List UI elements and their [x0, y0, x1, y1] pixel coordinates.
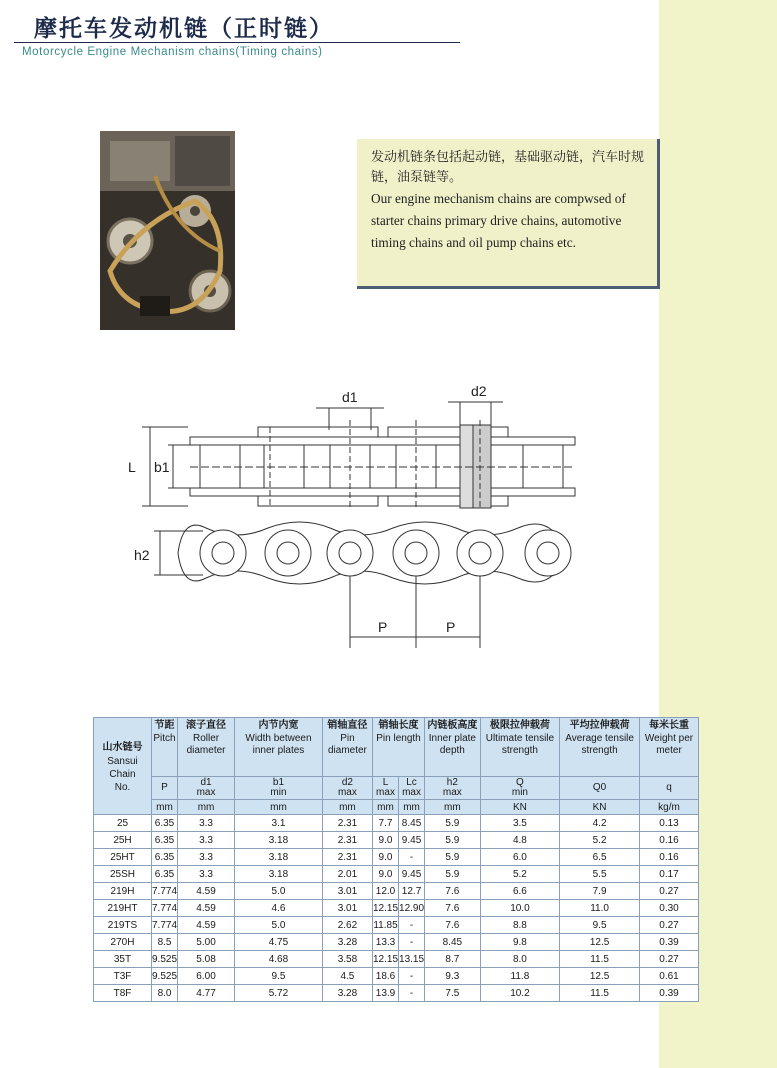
- table-cell: 6.5: [560, 849, 640, 866]
- table-cell: 13.15: [399, 951, 425, 968]
- table-cell: 5.2: [480, 866, 559, 883]
- table-cell: 10.0: [480, 900, 559, 917]
- unit-L: mm: [372, 800, 398, 815]
- label-b1: b1: [154, 459, 170, 475]
- table-cell: 6.35: [152, 866, 178, 883]
- table-cell: 6.6: [480, 883, 559, 900]
- table-cell: 11.85: [372, 917, 398, 934]
- table-row: [94, 917, 699, 934]
- table-cell: 7.7: [372, 815, 398, 832]
- unit-pitch: mm: [152, 800, 178, 815]
- unit-Lc: mm: [399, 800, 425, 815]
- label-L: L: [128, 459, 136, 475]
- table-cell: 7.774: [152, 883, 178, 900]
- cell-chain-no: T8F: [94, 985, 152, 1002]
- cell-chain-no: 25SH: [94, 866, 152, 883]
- table-header-units: [94, 800, 699, 815]
- table-cell: -: [399, 917, 425, 934]
- unit-d1: mm: [178, 800, 235, 815]
- table-cell: 9.45: [399, 866, 425, 883]
- table-cell: 9.45: [399, 832, 425, 849]
- cell-chain-no: T3F: [94, 968, 152, 985]
- table-cell: 2.31: [322, 849, 372, 866]
- table-cell: -: [399, 968, 425, 985]
- table-cell: 4.8: [480, 832, 559, 849]
- table-body: [94, 815, 699, 1002]
- cell-chain-no: 25H: [94, 832, 152, 849]
- cell-chain-no: 25: [94, 815, 152, 832]
- table-cell: 3.18: [235, 866, 323, 883]
- title-underline: [14, 42, 460, 43]
- sym-h2: h2 max: [425, 777, 481, 800]
- label-pitch-2: P: [446, 619, 456, 635]
- table-cell: 7.774: [152, 900, 178, 917]
- label-d1: d1: [342, 389, 358, 405]
- col-weight: 每米长重 Weight per meter: [640, 718, 699, 777]
- col-plate-depth: 内链板高度 Inner plate depth: [425, 718, 481, 777]
- table-cell: 4.5: [322, 968, 372, 985]
- table-cell: 5.72: [235, 985, 323, 1002]
- col-pin-length: 销轴长度 Pin length: [372, 718, 424, 777]
- col-ultimate-strength: 极限拉伸载荷 Ultimate tensile strength: [480, 718, 559, 777]
- table-header-names: [94, 718, 699, 777]
- col-average-strength: 平均拉伸载荷 Average tensile strength: [560, 718, 640, 777]
- table-cell: 13.3: [372, 934, 398, 951]
- table-cell: 3.18: [235, 849, 323, 866]
- cell-chain-no: 219H: [94, 883, 152, 900]
- table-cell: 0.17: [640, 866, 699, 883]
- table-cell: 9.0: [372, 849, 398, 866]
- table-cell: 3.3: [178, 815, 235, 832]
- chain-top-view: [142, 402, 575, 510]
- unit-b1: mm: [235, 800, 323, 815]
- table-cell: -: [399, 934, 425, 951]
- table-cell: -: [399, 985, 425, 1002]
- unit-h2: mm: [425, 800, 481, 815]
- table-cell: 0.30: [640, 900, 699, 917]
- table-cell: 9.525: [152, 951, 178, 968]
- table-cell: 3.18: [235, 832, 323, 849]
- table-cell: 0.39: [640, 934, 699, 951]
- table-cell: 6.0: [480, 849, 559, 866]
- table-cell: 9.5: [235, 968, 323, 985]
- table-cell: 2.01: [322, 866, 372, 883]
- table-cell: 9.0: [372, 866, 398, 883]
- table-row: [94, 815, 699, 832]
- cell-chain-no: 219HT: [94, 900, 152, 917]
- sym-Q: Q min: [480, 777, 559, 800]
- table-cell: 0.61: [640, 968, 699, 985]
- table-cell: 10.2: [480, 985, 559, 1002]
- label-h2: h2: [134, 547, 150, 563]
- table-cell: 7.6: [425, 917, 481, 934]
- table-cell: 0.27: [640, 951, 699, 968]
- intro-box: [357, 139, 660, 289]
- table-cell: 11.0: [560, 900, 640, 917]
- table-cell: 8.45: [399, 815, 425, 832]
- table-cell: 5.9: [425, 866, 481, 883]
- table-row: [94, 849, 699, 866]
- table-cell: -: [399, 849, 425, 866]
- table-cell: 12.15: [372, 900, 398, 917]
- table-cell: 6.00: [178, 968, 235, 985]
- table-cell: 12.7: [399, 883, 425, 900]
- sym-Lc: Lc max: [399, 777, 425, 800]
- table-cell: 7.6: [425, 900, 481, 917]
- table-row: [94, 985, 699, 1002]
- table-cell: 18.6: [372, 968, 398, 985]
- table-cell: 4.59: [178, 883, 235, 900]
- table-cell: 12.15: [372, 951, 398, 968]
- intro-text-cn: 发动机链条包括起动链，基础驱动链，汽车时规链，油泵链等。: [371, 150, 645, 185]
- table-cell: 0.39: [640, 985, 699, 1002]
- cell-chain-no: 270H: [94, 934, 152, 951]
- table-cell: 4.59: [178, 900, 235, 917]
- table-cell: 8.5: [152, 934, 178, 951]
- table-cell: 3.1: [235, 815, 323, 832]
- table-cell: 5.0: [235, 883, 323, 900]
- table-header-symbols: [94, 777, 699, 800]
- table-cell: 4.6: [235, 900, 323, 917]
- table-cell: 3.3: [178, 866, 235, 883]
- table-row: [94, 968, 699, 985]
- table-cell: 3.3: [178, 849, 235, 866]
- table-row: [94, 900, 699, 917]
- unit-q: kg/m: [640, 800, 699, 815]
- table-cell: 9.525: [152, 968, 178, 985]
- table-cell: 12.5: [560, 968, 640, 985]
- table-cell: 0.16: [640, 849, 699, 866]
- sym-d1: d1 max: [178, 777, 235, 800]
- table-cell: 5.08: [178, 951, 235, 968]
- table-cell: 9.8: [480, 934, 559, 951]
- table-cell: 8.7: [425, 951, 481, 968]
- sym-L: L max: [372, 777, 398, 800]
- table-cell: 9.0: [372, 832, 398, 849]
- table-cell: 3.28: [322, 985, 372, 1002]
- table-cell: 8.0: [152, 985, 178, 1002]
- table-cell: 0.16: [640, 832, 699, 849]
- table-cell: 5.5: [560, 866, 640, 883]
- table-cell: 3.58: [322, 951, 372, 968]
- table-cell: 5.9: [425, 849, 481, 866]
- col-pin-diameter: 销轴直径 Pin diameter: [322, 718, 372, 777]
- cell-chain-no: 219TS: [94, 917, 152, 934]
- table-cell: 0.27: [640, 917, 699, 934]
- table-row: [94, 951, 699, 968]
- page-title-en: Motorcycle Engine Mechanism chains(Timing chains): [22, 46, 323, 58]
- col-chain-no: 山水链号 Sansui Chain No.: [94, 718, 152, 815]
- table-cell: 0.27: [640, 883, 699, 900]
- table-cell: 5.00: [178, 934, 235, 951]
- table-cell: 12.90: [399, 900, 425, 917]
- col-roller-diameter: 滚子直径 Roller diameter: [178, 718, 235, 777]
- col-pitch: 节距 Pitch: [152, 718, 178, 777]
- table-row: [94, 934, 699, 951]
- table-cell: 11.5: [560, 951, 640, 968]
- table-cell: 6.35: [152, 832, 178, 849]
- table-cell: 3.01: [322, 883, 372, 900]
- table-cell: 3.28: [322, 934, 372, 951]
- sym-q: q: [640, 777, 699, 800]
- table-cell: 8.8: [480, 917, 559, 934]
- table-cell: 4.68: [235, 951, 323, 968]
- table-row: [94, 866, 699, 883]
- table-cell: 2.31: [322, 832, 372, 849]
- sym-d2: d2 max: [322, 777, 372, 800]
- cell-chain-no: 25HT: [94, 849, 152, 866]
- sym-b1: b1 min: [235, 777, 323, 800]
- table-cell: 8.0: [480, 951, 559, 968]
- table-cell: 7.9: [560, 883, 640, 900]
- sym-pitch: P: [152, 777, 178, 800]
- table-cell: 2.62: [322, 917, 372, 934]
- unit-d2: mm: [322, 800, 372, 815]
- table-cell: 4.77: [178, 985, 235, 1002]
- table-cell: 4.59: [178, 917, 235, 934]
- table-cell: 7.6: [425, 883, 481, 900]
- table-cell: 9.3: [425, 968, 481, 985]
- table-cell: 7.5: [425, 985, 481, 1002]
- table-cell: 12.5: [560, 934, 640, 951]
- label-pitch-1: P: [378, 619, 388, 635]
- sym-Q0: Q0: [560, 777, 640, 800]
- table-cell: 4.75: [235, 934, 323, 951]
- table-cell: 5.9: [425, 832, 481, 849]
- table-row: [94, 883, 699, 900]
- cell-chain-no: 35T: [94, 951, 152, 968]
- table-cell: 3.5: [480, 815, 559, 832]
- spec-table: [93, 717, 699, 1002]
- table-cell: 7.774: [152, 917, 178, 934]
- intro-text-en: Our engine mechanism chains are compwsed of starter chains primary drive chains, automotive timing chains and oil pump chains etc.: [371, 191, 626, 250]
- table-row: [94, 832, 699, 849]
- unit-Q: KN: [480, 800, 559, 815]
- table-cell: 9.5: [560, 917, 640, 934]
- unit-Q0: KN: [560, 800, 640, 815]
- table-cell: 12.0: [372, 883, 398, 900]
- chain-technical-drawing: [128, 380, 598, 650]
- table-cell: 3.3: [178, 832, 235, 849]
- page-title-cn: 摩托车发动机链（正时链）: [34, 16, 334, 42]
- table-cell: 11.8: [480, 968, 559, 985]
- table-cell: 5.0: [235, 917, 323, 934]
- table-cell: 8.45: [425, 934, 481, 951]
- table-cell: 2.31: [322, 815, 372, 832]
- table-cell: 0.13: [640, 815, 699, 832]
- table-cell: 5.2: [560, 832, 640, 849]
- label-d2: d2: [471, 383, 487, 399]
- col-inner-width: 内节内宽 Width between inner plates: [235, 718, 323, 777]
- chain-side-view: [154, 522, 571, 648]
- table-cell: 3.01: [322, 900, 372, 917]
- table-cell: 6.35: [152, 815, 178, 832]
- engine-photo-illustration: [100, 131, 235, 330]
- table-cell: 5.9: [425, 815, 481, 832]
- table-cell: 4.2: [560, 815, 640, 832]
- table-cell: 13.9: [372, 985, 398, 1002]
- engine-photo: [100, 131, 235, 330]
- table-cell: 11.5: [560, 985, 640, 1002]
- table-cell: 6.35: [152, 849, 178, 866]
